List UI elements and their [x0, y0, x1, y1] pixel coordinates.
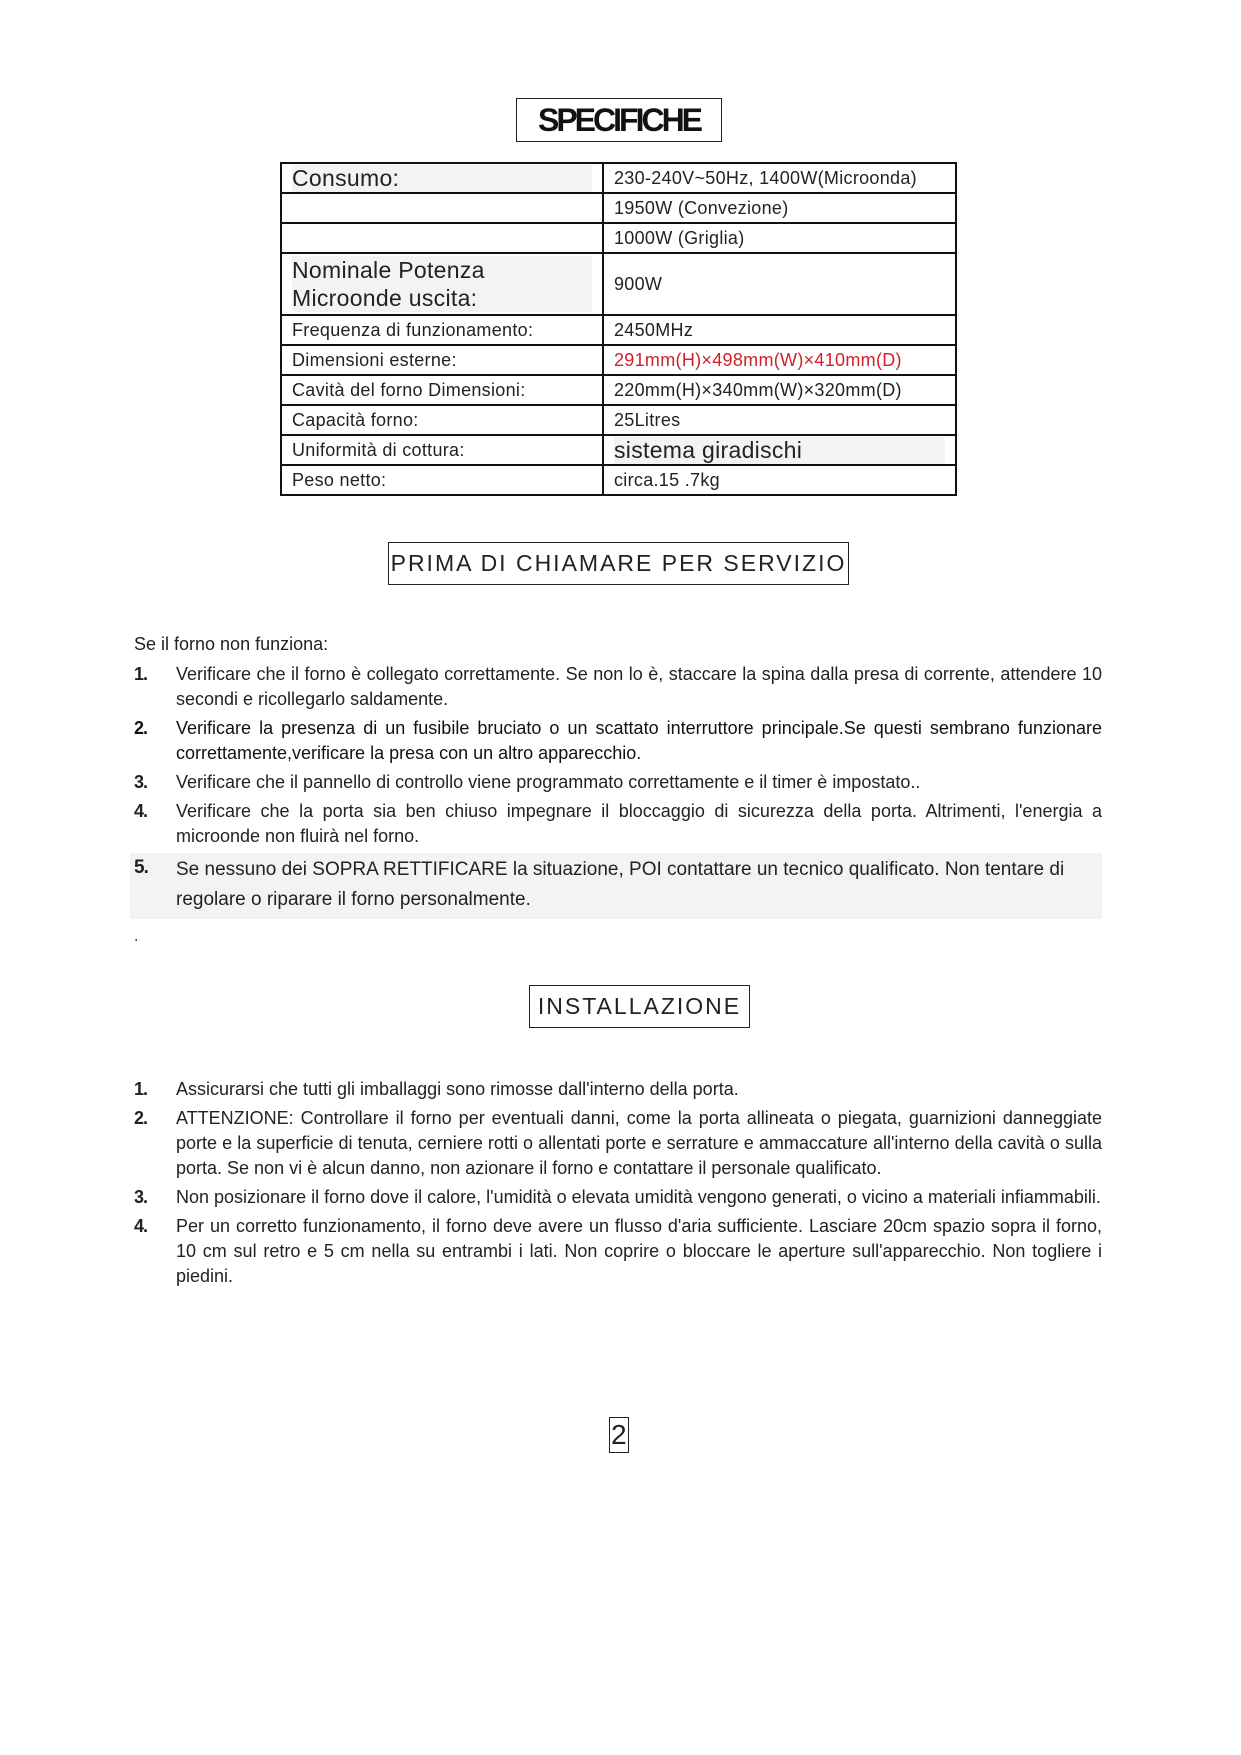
- list-item: [134, 799, 1102, 849]
- list-item: [134, 716, 1102, 766]
- item-text: Verificare la presenza di un fusibile bruciato o un scattato interruttore principale.Se questi sembrano funzionare correttamente,verificare la presa con un altro apparecchio.: [176, 718, 1102, 763]
- item-number: 1.: [134, 664, 148, 684]
- list-item: [130, 853, 1102, 919]
- spec-value: 230-240V~50Hz, 1400W(Microonda): [603, 163, 956, 193]
- page-number: 2: [609, 1417, 629, 1453]
- item-number: 1.: [134, 1079, 148, 1099]
- item-number: 5.: [134, 857, 148, 878]
- specs-title: SPECIFICHE: [516, 98, 722, 142]
- spec-value: 900W: [603, 253, 956, 315]
- item-number: 4.: [134, 801, 148, 821]
- item-text: Non posizionare il forno dove il calore, l'umidità o elevata umidità vengono generati, o vicino a materiali infiammabili.: [176, 1187, 1101, 1207]
- list-item: [134, 1077, 1102, 1102]
- spec-label: [281, 223, 603, 253]
- list-item: [134, 1214, 1102, 1289]
- table-row: [281, 253, 956, 315]
- table-row: [281, 375, 956, 405]
- installation-title: INSTALLAZIONE: [529, 985, 750, 1028]
- spec-label: Dimensioni esterne:: [281, 345, 603, 375]
- service-title: PRIMA DI CHIAMARE PER SERVIZIO: [388, 542, 849, 585]
- item-text: Verificare che la porta sia ben chiuso impegnare il bloccaggio di sicurezza della porta. Altrimenti, l'energia a microonde non fluirà nel forno.: [176, 801, 1102, 846]
- spec-value: sistema giradischi: [614, 437, 945, 464]
- item-text: ATTENZIONE: Controllare il forno per eventuali danni, come la porta allineata o piegata, guarnizioni danneggiate porte e la superficie di tenuta, cerniere rotti o allentati porte e serrature e ammaccature all'interno della cavità o sulla porta. Se non vi è alcun danno, non azionare il forno e contattare il personale qualificato.: [176, 1108, 1102, 1178]
- item-number: 2.: [134, 718, 148, 738]
- spec-value: 1000W (Griglia): [603, 223, 956, 253]
- spec-label: [281, 193, 603, 223]
- list-item: [134, 770, 1102, 795]
- spec-value: 291mm(H)×498mm(W)×410mm(D): [603, 345, 956, 375]
- item-text: Per un corretto funzionamento, il forno deve avere un flusso d'aria sufficiente. Lasciare 20cm spazio sopra il forno, 10 cm sul retro e 5 cm nella su entrambi i lati. Non coprire o bloccare le aperture sull'apparecchio. Non togliere i piedini.: [176, 1216, 1102, 1286]
- item-number: 4.: [134, 1216, 148, 1236]
- item-text: Se nessuno dei SOPRA RETTIFICARE la situazione, POI contattare un tecnico qualificato. Non tentare di regolare o riparare il forno personalmente.: [176, 859, 1065, 910]
- table-row: [281, 435, 956, 465]
- spec-label: Peso netto:: [281, 465, 603, 495]
- item-text: Assicurarsi che tutti gli imballaggi sono rimosse dall'interno della porta.: [176, 1079, 739, 1099]
- table-row: [281, 193, 956, 223]
- list-item: [134, 1185, 1102, 1210]
- item-text: Verificare che il forno è collegato correttamente. Se non lo è, staccare la spina dalla presa di corrente, attendere 10 secondi e ricollegarlo saldamente.: [176, 664, 1102, 709]
- table-row: [281, 223, 956, 253]
- spec-label: Uniformità di cottura:: [281, 435, 603, 465]
- table-row: [281, 163, 956, 193]
- table-row: [281, 465, 956, 495]
- spec-value: 220mm(H)×340mm(W)×320mm(D): [603, 375, 956, 405]
- item-number: 2.: [134, 1108, 148, 1128]
- spec-label: Frequenza di funzionamento:: [281, 315, 603, 345]
- spec-value: 25Litres: [603, 405, 956, 435]
- table-row: [281, 345, 956, 375]
- trailing-dot: .: [134, 928, 139, 945]
- spec-label: Nominale Potenza Microonde uscita:: [292, 256, 592, 312]
- table-row: [281, 315, 956, 345]
- service-list: [134, 662, 1102, 923]
- spec-value: 1950W (Convezione): [603, 193, 956, 223]
- item-text: Verificare che il pannello di controllo viene programmato correttamente e il timer è impostato..: [176, 772, 921, 792]
- spec-value: 2450MHz: [603, 315, 956, 345]
- installation-list: [134, 1077, 1102, 1293]
- spec-label: Cavità del forno Dimensioni:: [281, 375, 603, 405]
- list-item: [134, 662, 1102, 712]
- item-number: 3.: [134, 1187, 148, 1207]
- item-number: 3.: [134, 772, 148, 792]
- spec-value: circa.15 .7kg: [603, 465, 956, 495]
- list-item: [134, 1106, 1102, 1181]
- spec-label: Consumo:: [292, 165, 592, 192]
- spec-label: Capacità forno:: [281, 405, 603, 435]
- specs-table: [280, 162, 957, 496]
- table-row: [281, 405, 956, 435]
- service-intro: Se il forno non funziona:: [134, 634, 329, 654]
